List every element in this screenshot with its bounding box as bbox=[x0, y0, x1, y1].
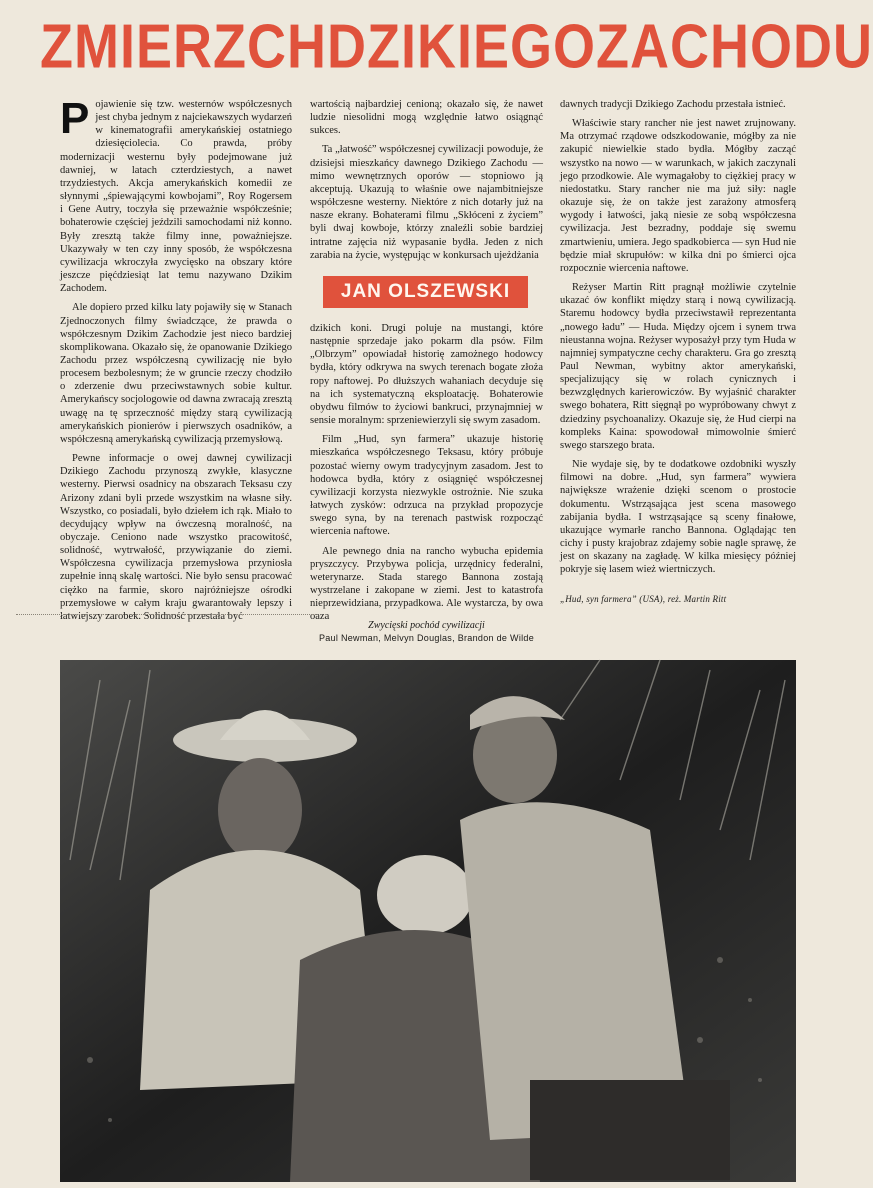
article-column-2-top bbox=[310, 98, 543, 268]
paragraph: Ta „łatwość” współczesnej cywilizacji powoduje, że dzisiejsi mieszkańcy dawnego Dzikiego Zachodu — mimo wewnętrznych oporów — stopniowo ją akceptują. Ukazują to właśnie owe najambitniejsze współczesne westerny. Niektóre z nich dotarły już na nasze ekrany. Bohaterami filmu „Skłóceni z życiem” byli dwaj kowboje, którzy znaleźli sobie bardziej intratne zajęcia niż wypasanie bydła. Jeden z nich zarabia na życie, występując w konkursach ujeżdżania bbox=[310, 144, 543, 261]
article-column-1 bbox=[60, 94, 292, 622]
headline-word-1: ZMIERZCH bbox=[40, 12, 327, 82]
paragraph: Pewne informacje o owej dawnej cywilizacji Dzikiego Zachodu przynoszą zwykłe, klasyczne westerny. Pierwsi osadnicy na obszarach Teksasu czy Arizony zdani byli przede wszystkim na własne siły. Wszystko, co posiadali, było dziełem ich rąk. Miało to decydujący wpływ na ówczesną moralność, na obyczaje. Ceniono nade wszystko pracowitość, solidność, wytrwałość, przywiązanie do ziemi. Współczesna cywilizacja przemysłowa przyniosła zupełnie inną skalę wartości. Nie było sensu pracować ciężko na farmie, skoro najróżniejsze ośrodki przemysłowe w całym kraju gwarantowały lepszy i łatwiejszy zarobek. Solidność przestała być bbox=[60, 453, 292, 622]
author-byline: JAN OLSZEWSKI bbox=[323, 276, 528, 308]
paragraph: Nie wydaje się, by te dodatkowe ozdobniki wyszły filmowi na dobre. „Hud, syn farmera” wywiera największe wrażenie dzięki scenom o prostocie dokumentu. Wstrząsająca jest scena masowego zabijania bydła. I wstrząsające są sceny finałowe, ukazujące wymarłe rancho Bannona. Oglądając ten cichy i pusty krajobraz zdajemy sobie nagle sprawę, że jest on skazany na zagładę. W kilka miesięcy później pokryje się lasem wież wiertniczych. bbox=[560, 459, 796, 576]
divider bbox=[16, 614, 316, 615]
paragraph: Właściwie stary rancher nie jest nawet zrujnowany. Ma otrzymać rządowe odszkodowanie, mógłby za nie zakupić niewielkie stado bydła. Mógłby zacząć wszystko na nowo — w warunkach, w jakich zaczynali jego przodkowie. Ale wymagałoby to ciężkiej pracy w niedostatku. Stary rancher nie ma już siły: nagle okazuje się, że on także jest zarażony atmosferą wygody i łatwości, jaką niesie ze sobą współczesna cywilizacja. Jest bezradny, poddaje się swemu zmartwieniu, umiera. Jego spadkobierca — syn Hud nie będzie miał skrupułów: w kilka dni po śmierci ojca rozpocznie wiercenia naftowe. bbox=[560, 118, 796, 274]
film-still-photo bbox=[60, 660, 796, 1182]
paragraph: Ale dopiero przed kilku laty pojawiły się w Stanach Zjednoczonych filmy świadczące, że prawda o współczesnym Dzikim Zachodzie jest nieco bardziej skomplikowana. Okazało się, że opanowanie Dzikiego Zachodu przez współczesną cywilizację nie było procesem bezbolesnym; że w gruncie rzeczy chodziło o zderzenie dwu przeciwstawnych sobie kultur. Amerykańscy socjologowie od dawna zwracają zresztą uwagę na tę sprzeczność między starą cywilizacją amerykańskich pionierów i pierwszych osadników, a współczesną amerykańską cywilizacją przemysłową. bbox=[60, 302, 292, 445]
paragraph: Ale pewnego dnia na rancho wybucha epidemia pryszczycy. Przybywa policja, urzędnicy federalni, weterynarze. Stada starego Bannona zostają wystrzelane i zakopane w ziemi. Jest to katastrofa nieprzewidziana, przypadkowa. Ale wystarcza, by owa oaza bbox=[310, 545, 543, 623]
headline-word-3: ZACHODU bbox=[595, 12, 873, 82]
paragraph: Reżyser Martin Ritt pragnął możliwie czytelnie ukazać ów konflikt między starą i nową cywilizacją. Staremu hodowcy bydła przeciwstawił reprezentanta „nowego ładu” — Huda. Między ojcem i synem trwa nieustanna wojna. Reżyser wyposażył przy tym Huda w najmniej sympatyczne cechy charakteru. Gra go zresztą Paul Newman, wybitny aktor amerykański, specjalizujący się w rolach cynicznych i bezwzględnych karierowiczów. By wyjaśnić charakter swego bohatera, Ritt sięgnął po wypróbowany chwyt z dziedziny psychoanalizy. Okazuje się, że Hud cierpi na kompleks Kaina: spowodował mimowolnie śmierć swego starszego brata. bbox=[560, 282, 796, 451]
photo-caption-cast: Paul Newman, Melvyn Douglas, Brandon de Wilde bbox=[318, 633, 535, 643]
paragraph bbox=[60, 94, 292, 295]
paragraph: wartością najbardziej cenioną; okazało się, że nawet ludzie niesolidni mogą względnie łatwo osiągnąć sukces. bbox=[310, 99, 543, 137]
paragraph: Film „Hud, syn farmera” ukazuje historię mieszkańca współczesnego Teksasu, który próbuje pozostać wierny owym tradycyjnym zasadom. Jest to hodowca bydła, który z osiągnięć współczesnej cywilizacji korzysta niezwykle ostrożnie. Nie szuka łatwych zysków: odrzuca na przykład propozycje swego syna, by na terenach pastwisk rozpocząć wiercenia naftowe. bbox=[310, 434, 543, 538]
article-column-2-bottom bbox=[310, 322, 543, 623]
film-credit: „Hud, syn farmera” (USA), reż. Martin Ritt bbox=[560, 594, 727, 604]
film-still-illustration bbox=[60, 660, 796, 1182]
headline-word-2: DZIKIEGO bbox=[326, 12, 596, 82]
drop-cap: P bbox=[60, 94, 90, 143]
paragraph-text: ojawienie się tzw. westernów współczesnych jest chyba jednym z najciekawszych wydarzeń w kinematografii amerykańskiej ostatniego dziesięciolecia. Co prawda, próby modernizacji westernu były podejmowane już dawniej, w latach czterdziestych, a nawet trzydziestych. Akcja amerykańskich komedii ze słynnymi „śpiewającymi kowbojami”, Roy Rogersem i Gene Autry, toczyła się przeważnie współcześnie; bohaterowie częściej jeździli samochodami niż konno. Były zresztą także filmy inne, poważniejsze. Ukazywały w ten czy inny sposób, że współczesna cywilizacja wkroczyła zwycięsko na obszary które jeszcze pięćdziesiąt lat temu nazywano Dzikim Zachodem. bbox=[60, 99, 292, 295]
article-column-3 bbox=[560, 98, 796, 582]
paragraph: dzikich koni. Drugi poluje na mustangi, które następnie sprzedaje jako pokarm dla psów. Film „Olbrzym” opowiadał historię zamożnego hodowcy bydła, który odkrywa na swych terenach bogate złoża ropy naftowej. Po dłuższych wahaniach decyduje się na ich systematyczną eksploatację. Bohaterowie obydwu filmów to życiowi bankruci, przynajmniej w sensie moralnym: sprzeniewierzyli się swym zasadom. bbox=[310, 323, 543, 427]
paragraph: dawnych tradycji Dzikiego Zachodu przestała istnieć. bbox=[560, 99, 786, 110]
photo-caption-title: Zwycięski pochód cywilizacji bbox=[368, 620, 485, 631]
article-headline bbox=[40, 9, 873, 85]
